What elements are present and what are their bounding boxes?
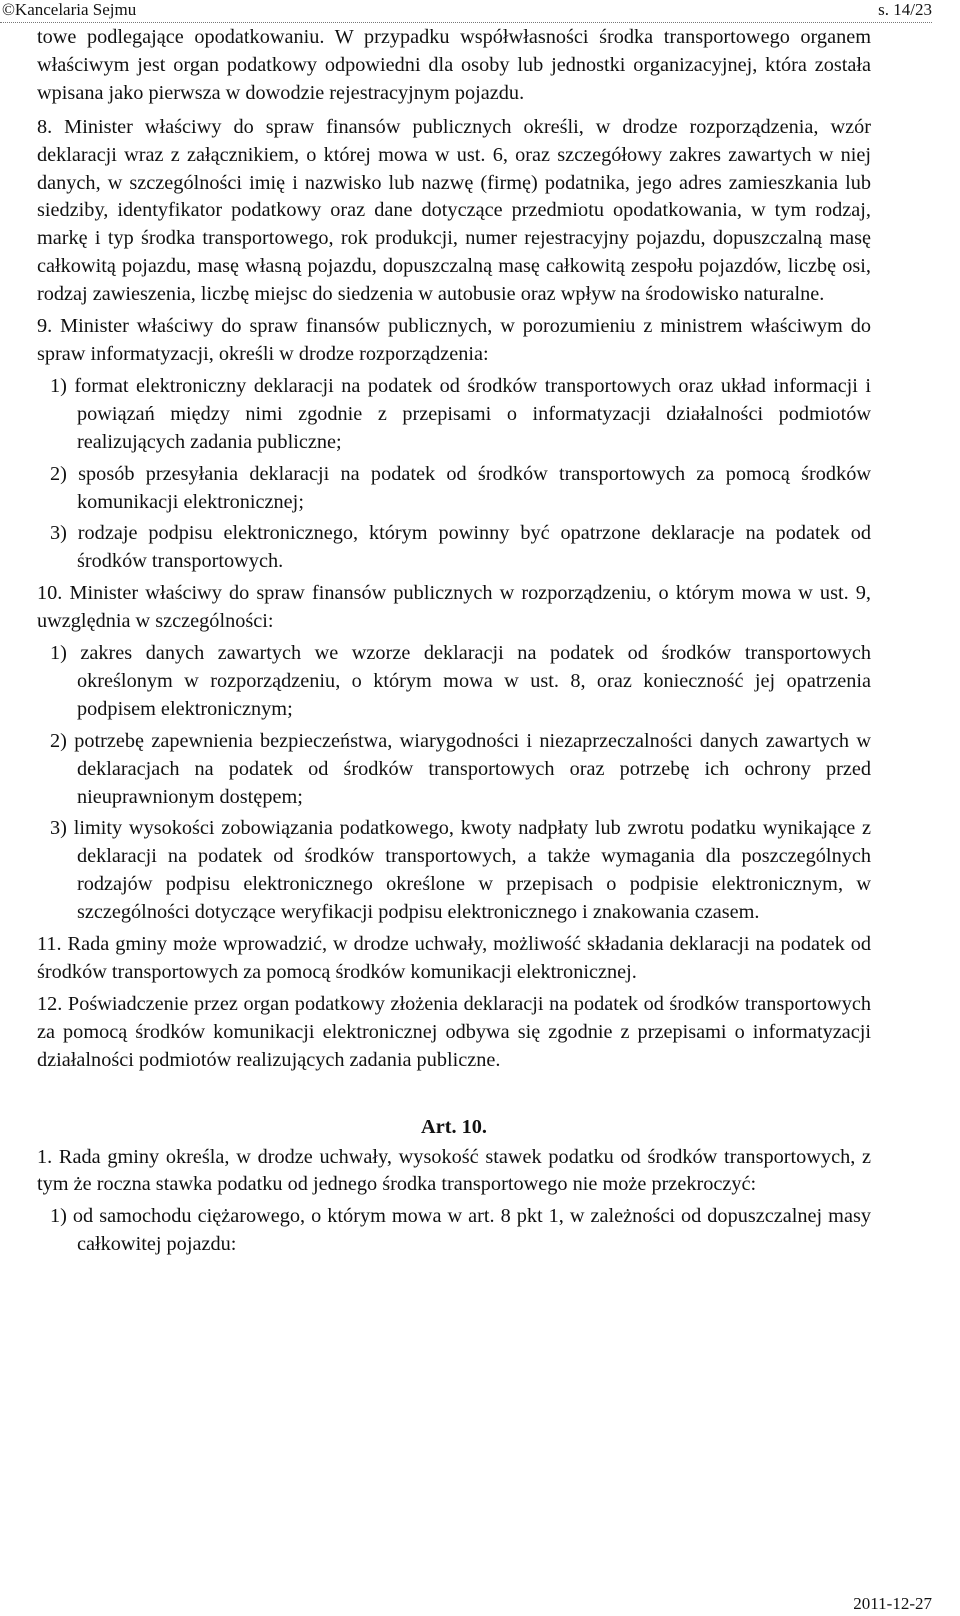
header-source: ©Kancelaria Sejmu <box>2 0 137 19</box>
article-paragraph-1-point-1: 1) od samochodu ciężarowego, o którym mowa w art. 8 pkt 1, w zależności od dopuszczalnej masy całkowitej pojazdu: <box>50 1205 871 1256</box>
paragraph-9-point-1: 1) format elektroniczny deklaracji na podatek od środków transportowych oraz układ informacji i powiązań między nimi zgodnie z przepisami o informatyzacji działalności podmiotów realizujących zadania publiczne; <box>50 374 871 453</box>
paragraph-9: 9. Minister właściwy do spraw finansów publicznych, w porozumieniu z ministrem właściwym do spraw informatyzacji, określi w drodze rozporządzenia: <box>37 315 871 365</box>
header-page-number: s. 14/23 <box>878 0 932 19</box>
paragraph-9-point-2: 2) sposób przesyłania deklaracji na podatek od środków transportowych za pomocą środków komunikacji elektronicznej; <box>50 462 871 513</box>
article-title: Art. 10. <box>421 1115 487 1138</box>
article-paragraph-1: 1. Rada gminy określa, w drodze uchwały, wysokość stawek podatku od środków transportowych, z tym że roczna stawka podatku od jednego środka transportowego nie może przekroczyć: <box>37 1145 871 1196</box>
header-divider <box>0 22 932 23</box>
paragraph-10-point-3: 3) limity wysokości zobowiązania podatkowego, kwoty nadpłaty lub zwrotu podatku wynikające z deklaracji na podatek od środków transportowych, a także wymagania dla poszczególnych rodzajów podpisu elektronicznego określone w przepisach o podpisie elektronicznym, w szczególności dotyczące weryfikacji podpisu elektronicznego i znakowania czasem. <box>50 817 871 924</box>
paragraph-9-point-3: 3) rodzaje podpisu elektronicznego, którym powinny być opatrzone deklaracje na podatek od środków transportowych. <box>50 522 871 573</box>
paragraph-12: 12. Poświadczenie przez organ podatkowy złożenia deklaracji na podatek od środków transportowych za pomocą środków komunikacji elektronicznej odbywa się zgodnie z przepisami o informatyzacji działalności podmiotów realizujących zadania publiczne. <box>37 992 871 1071</box>
paragraph-10: 10. Minister właściwy do spraw finansów publicznych w rozporządzeniu, o którym mowa w ust. 9, uwzględnia w szczególności: <box>37 582 871 633</box>
paragraph-11: 11. Rada gminy może wprowadzić, w drodze uchwały, możliwość składania deklaracji na podatek od środków transportowych za pomocą środków komunikacji elektronicznej. <box>37 933 871 983</box>
paragraph-continuation: towe podlegające opodatkowaniu. W przypadku współwłasności środka transportowego organem właściwym jest organ podatkowy odpowiedni dla osoby lub jednostki organizacyjnej, która została wpisana jako pierwsza w dowodzie rejestracyjnym pojazdu. <box>37 26 871 104</box>
document-body <box>37 24 871 1259</box>
paragraph-8: 8. Minister właściwy do spraw finansów publicznych określi, w drodze rozporządzenia, wzór deklaracji wraz z załącznikiem, o której mowa w ust. 6, oraz szczegółowy zakres zawartych w niej danych, w szczególności imię i nazwisko lub nazwę (firmę) podatnika, jego adres zamieszkania lub siedziby, identyfikator podatkowy oraz dane dotyczące przedmiotu opodatkowania, w tym rodzaj, markę i typ środka transportowego, rok produkcji, numer rejestracyjny pojazdu, dopuszczalną masę całkowitą pojazdu, masę własną pojazdu, dopuszczalną masę całkowitą zespołu pojazdów, liczbę osi, rodzaj zawieszenia, liczbę miejsc do siedzenia w autobusie oraz wpływ na środowisko naturalne. <box>37 115 871 306</box>
paragraph-10-point-2: 2) potrzebę zapewnienia bezpieczeństwa, wiarygodności i niezaprzeczalności danych zawartych w deklaracjach na podatek od środków transportowych oraz potrzebę ich ochrony przed nieuprawnionym dostępem; <box>50 729 871 808</box>
paragraph-10-point-1: 1) zakres danych zawartych we wzorze deklaracji na podatek od środków transportowych określonym w rozporządzeniu, o którym mowa w ust. 8, oraz konieczność jej opatrzenia podpisem elektronicznym; <box>50 642 871 720</box>
footer-date: 2011-12-27 <box>853 1594 932 1613</box>
